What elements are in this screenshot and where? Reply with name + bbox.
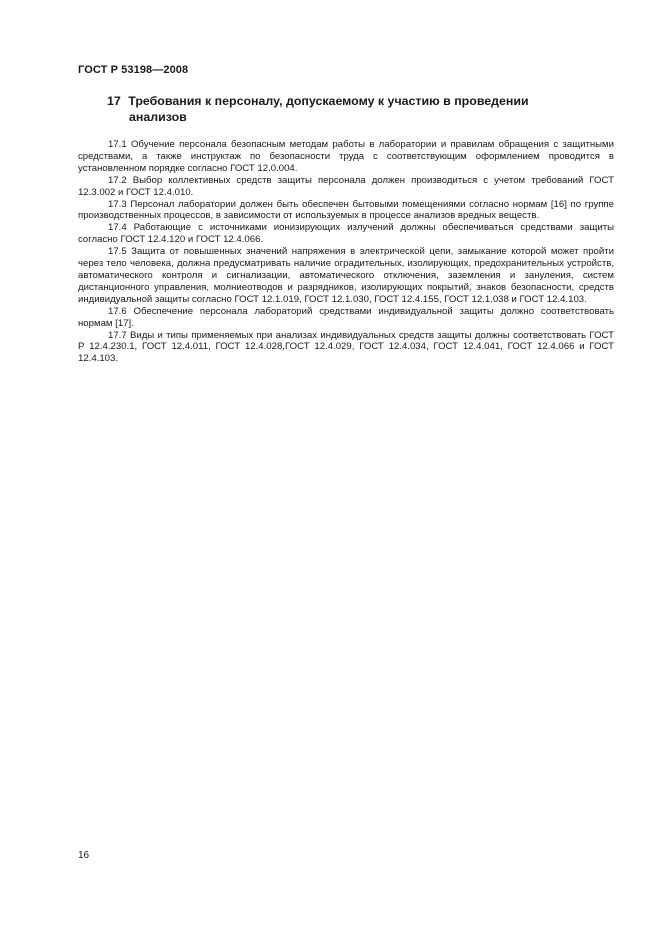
section-heading xyxy=(107,93,597,125)
section-title-line1: Требования к персоналу, допускаемому к участию в проведении xyxy=(128,94,529,108)
paragraph-17-1: 17.1 Обучение персонала безопасным методам работы в лаборатории и правилам обращения с защитными средствами, а также инструктаж по безопасности труда с соответствующим оформлением проводится в установленном порядке согласно ГОСТ 12.0.004. xyxy=(78,139,614,174)
paragraph-17-5: 17.5 Защита от повышенных значений напряжения в электрической цепи, замыкание которой может пройти через тело человека, должна предусматривать наличие оградительных, изолирующих, предохранительных устройств, автоматического контроля и сигнализации, автоматического отключения, заземления и зануления, систем дистанционного управления, молниеотводов и разрядников, изолирующих покрытий, знаков безопасности, средств индивидуальной защиты согласно ГОСТ 12.1.019, ГОСТ 12.1.030, ГОСТ 12.4.155, ГОСТ 12.1.038 и ГОСТ 12.4.103. xyxy=(78,246,614,305)
paragraph-17-3: 17.3 Персонал лаборатории должен быть обеспечен бытовыми помещениями согласно нормам [16] по группе производственных процессов, в зависимости от используемых в процессе анализов вредных веществ. xyxy=(78,198,614,222)
paragraph-17-2: 17.2 Выбор коллективных средств защиты персонала должен производиться с учетом требований ГОСТ 12.3.002 и ГОСТ 12.4.010. xyxy=(78,174,614,198)
section-number: 17 xyxy=(107,94,121,108)
document-code: ГОСТ Р 53198—2008 xyxy=(78,64,189,76)
paragraph-17-7: 17.7 Виды и типы применяемых при анализах индивидуальных средств защиты должны соответствовать ГОСТ Р 12.4.230.1, ГОСТ 12.4.011, ГОСТ 12.4.028,ГОСТ 12.4.029, ГОСТ 12.4.034, ГОСТ 12.4.041, ГОСТ 12.4.066 и ГОСТ 12.4.103. xyxy=(78,329,614,365)
section-title-line2: анализов xyxy=(129,110,187,124)
page-number: 16 xyxy=(78,850,90,861)
paragraph-17-6: 17.6 Обеспечение персонала лабораторий средствами индивидуальной защиты должно соответствовать нормам [17]. xyxy=(78,305,614,329)
section-body xyxy=(78,139,614,365)
paragraph-17-4: 17.4 Работающие с источниками ионизирующих излучений должны обеспечиваться средствами защиты согласно ГОСТ 12.4.120 и ГОСТ 12.4.066. xyxy=(78,222,614,246)
